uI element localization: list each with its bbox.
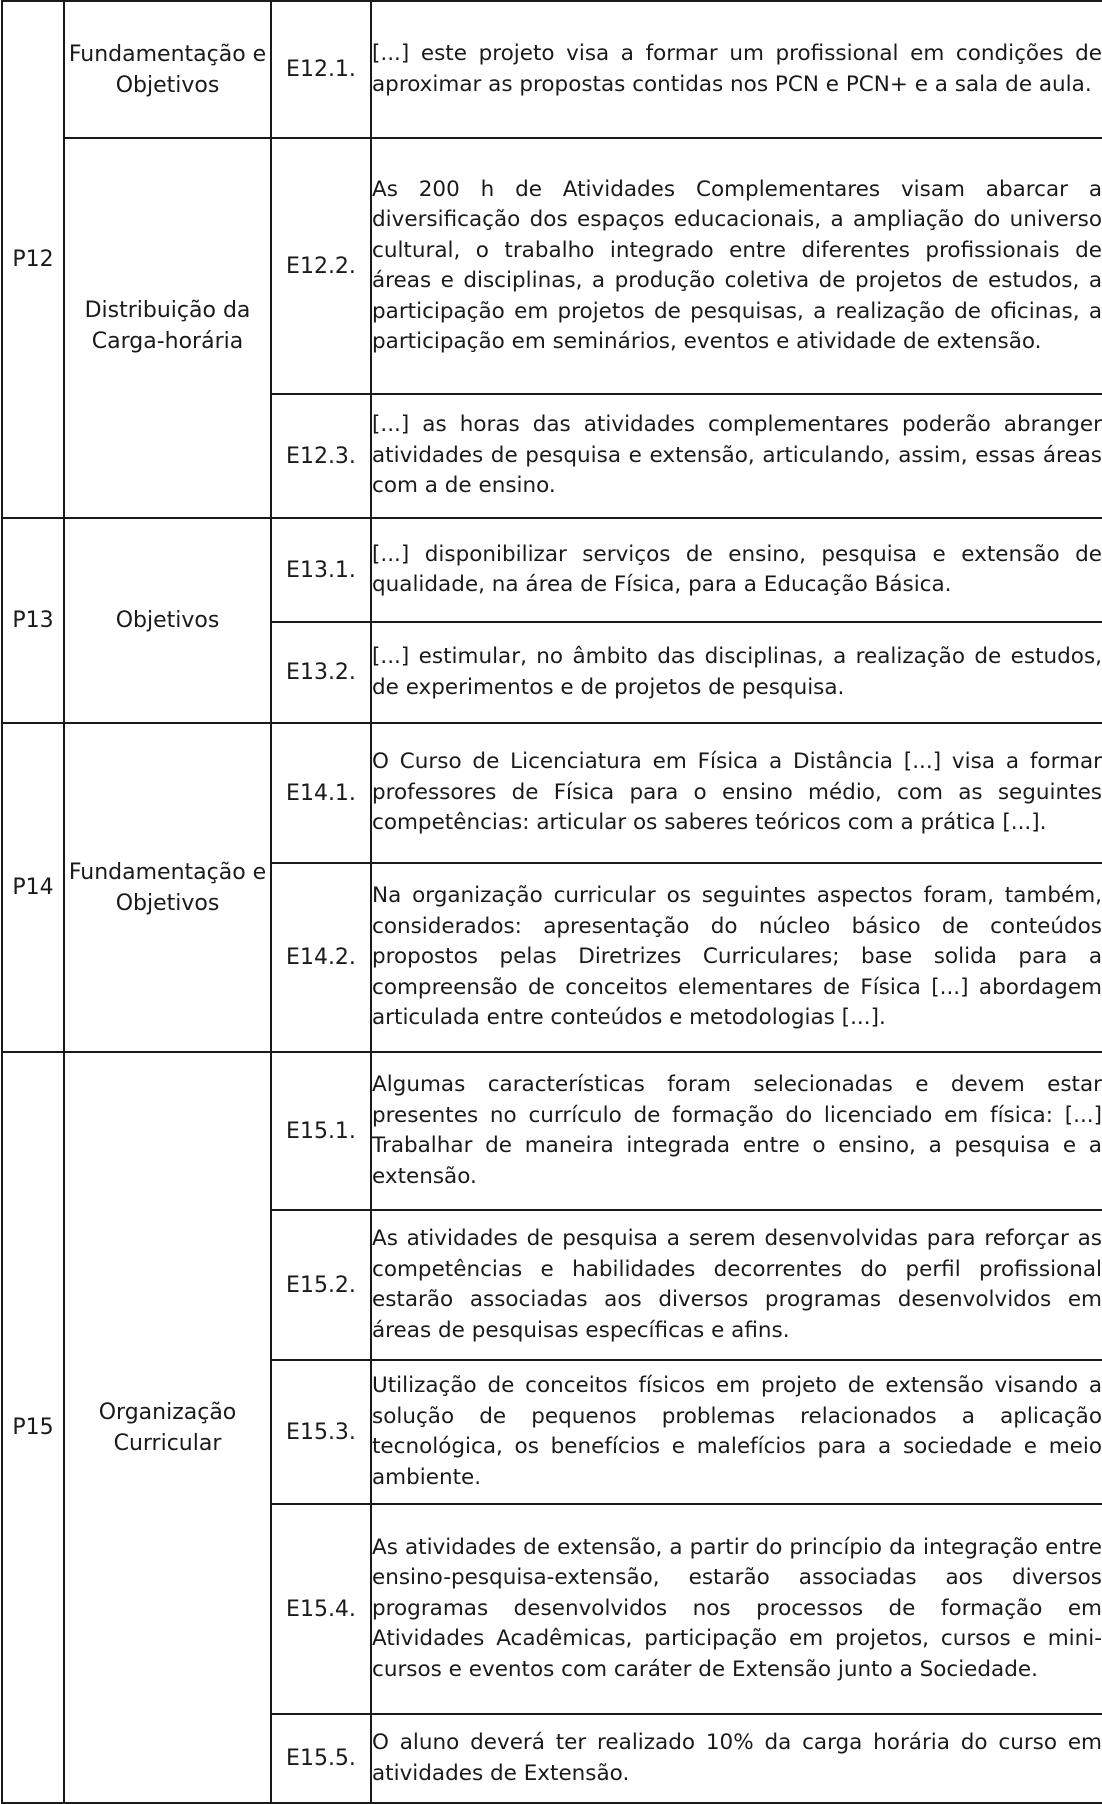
group-id-p13: P13 (2, 518, 64, 723)
excerpt-code: E14.2. (271, 863, 371, 1052)
excerpt-text: [...] as horas das atividades complementares poderão abranger atividades de pesquisa e extensão, articulando, assim, essas áreas com a de ensino. (371, 394, 1102, 518)
excerpt-text: [...] disponibilizar serviços de ensino, pesquisa e extensão de qualidade, na área de Física, para a Educação Básica. (371, 518, 1102, 622)
excerpt-code: E15.5. (271, 1714, 371, 1803)
table-row (2, 1052, 1102, 1210)
excerpt-text: [...] este projeto visa a formar um profissional em condições de aproximar as propostas contidas nos PCN e PCN+ e a sala de aula. (371, 1, 1102, 138)
excerpt-text: Na organização curricular os seguintes aspectos foram, também, considerados: apresentação do núcleo básico de conteúdos propostos pelas Diretrizes Curriculares; base solida para a compreensão de conceitos elementares de Física [...] abordagem articulada entre conteúdos e metodologias [...]. (371, 863, 1102, 1052)
excerpt-code: E15.1. (271, 1052, 371, 1210)
excerpt-code: E14.1. (271, 723, 371, 863)
excerpt-text: O aluno deverá ter realizado 10% da carga horária do curso em atividades de Extensão. (371, 1714, 1102, 1803)
excerpt-text: [...] estimular, no âmbito das disciplinas, a realização de estudos, de experimentos e de projetos de pesquisa. (371, 622, 1102, 723)
excerpt-code: E15.3. (271, 1360, 371, 1504)
table-row (2, 723, 1102, 863)
excerpt-code: E12.3. (271, 394, 371, 518)
excerpt-code: E12.2. (271, 138, 371, 394)
section-label: Organização Curricular (64, 1052, 271, 1803)
group-id-p12: P12 (2, 1, 64, 518)
excerpt-text: Algumas características foram selecionadas e devem estar presentes no currículo de formação do licenciado em física: [...] Trabalhar de maneira integrada entre o ensino, a pesquisa e a extensão. (371, 1052, 1102, 1210)
table-row (2, 518, 1102, 622)
excerpt-code: E13.1. (271, 518, 371, 622)
excerpt-text: As atividades de pesquisa a serem desenvolvidas para reforçar as competências e habilidades decorrentes do perfil profissional estarão associadas aos diversos programas desenvolvidos em áreas de pesquisas específicas e afins. (371, 1210, 1102, 1360)
excerpt-code: E15.4. (271, 1504, 371, 1714)
excerpt-code: E13.2. (271, 622, 371, 723)
document-table (1, 0, 1102, 1804)
group-id-p14: P14 (2, 723, 64, 1052)
excerpt-code: E15.2. (271, 1210, 371, 1360)
excerpt-text: Utilização de conceitos físicos em projeto de extensão visando a solução de pequenos problemas relacionados a aplicação tecnológica, os benefícios e malefícios para a sociedade e meio ambiente. (371, 1360, 1102, 1504)
group-id-p15: P15 (2, 1052, 64, 1803)
excerpt-text: As 200 h de Atividades Complementares visam abarcar a diversificação dos espaços educacionais, a ampliação do universo cultural, o trabalho integrado entre diferentes profissionais de áreas e disciplinas, a produção coletiva de projetos de estudos, a participação em projetos de pesquisas, a realização de oficinas, a participação em seminários, eventos e atividade de extensão. (371, 138, 1102, 394)
section-label: Objetivos (64, 518, 271, 723)
section-label: Fundamentação e Objetivos (64, 723, 271, 1052)
excerpt-code: E12.1. (271, 1, 371, 138)
table-row (2, 138, 1102, 394)
section-label: Fundamentação e Objetivos (64, 1, 271, 138)
excerpt-text: As atividades de extensão, a partir do princípio da integração entre ensino-pesquisa-extensão, estarão associadas aos diversos programas desenvolvidos nos processos de formação em Atividades Acadêmicas, participação em projetos, cursos e mini-cursos e eventos com caráter de Extensão junto a Sociedade. (371, 1504, 1102, 1714)
table-row (2, 1, 1102, 138)
excerpt-text: O Curso de Licenciatura em Física a Distância [...] visa a formar professores de Física para o ensino médio, com as seguintes competências: articular os saberes teóricos com a prática [...]. (371, 723, 1102, 863)
section-label: Distribuição da Carga-horária (64, 138, 271, 518)
